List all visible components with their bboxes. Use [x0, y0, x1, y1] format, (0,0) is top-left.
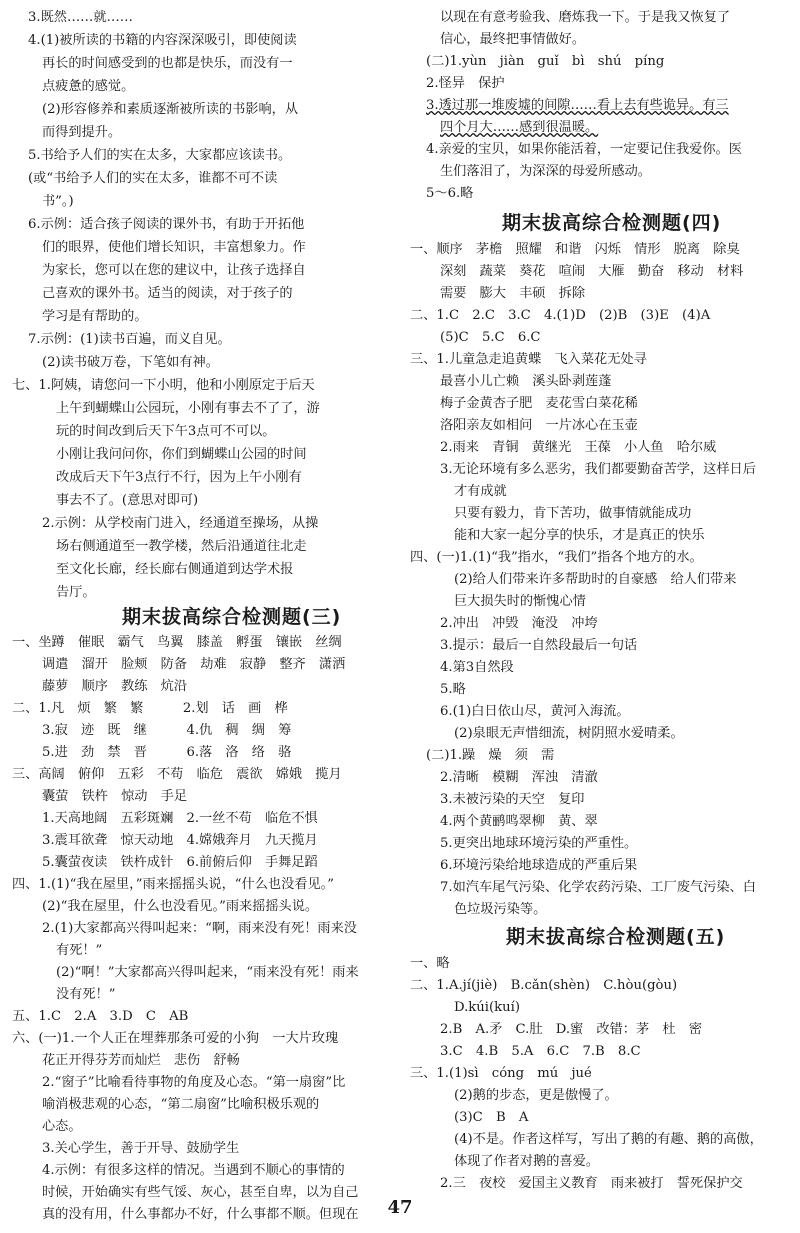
text-line: 一、顺序 茅檐 照耀 和谐 闪烁 情形 脱离 除臭 — [410, 242, 740, 257]
text-line: 2.“窗子”比喻看待事物的角度及心态。“第一扇窗”比 — [42, 1075, 346, 1090]
text-line: 调遣 溜开 脸颊 防备 劫难 寂静 整齐 潇洒 — [42, 657, 346, 672]
text-line: 4.亲爱的宝贝，如果你能活着，一定要记住我爱你。医 — [426, 142, 742, 157]
text-line: 5.进 劲 禁 晋 6.落 洛 络 骆 — [42, 745, 292, 760]
text-line: 3.提示：最后一自然段最后一句话 — [440, 638, 638, 653]
text-line: 改成后天下午3点行不行，因为上午小刚有 — [56, 470, 302, 485]
text-line: 5.书给予人们的实在太多，大家都应该读书。 — [28, 148, 292, 163]
text-line: 3.未被污染的天空 复印 — [440, 792, 585, 807]
text-line: 6.环境污染给地球造成的严重后果 — [440, 858, 638, 873]
text-line: (2)“啊！”大家都高兴得叫起来，“雨来没有死！雨来 — [56, 965, 359, 980]
text-line: 真的没有用，什么事都办不好，什么事都不顺。但现在 — [42, 1207, 359, 1222]
text-line: 而得到提升。 — [42, 125, 122, 140]
text-line: 学习是有帮助的。 — [42, 309, 148, 324]
text-line: 4.第3自然段 — [440, 660, 514, 675]
text-line: 一、坐蹲 催眠 霸气 鸟翼 膝盖 孵蛋 镶嵌 丝绸 — [12, 635, 342, 650]
text-line: 告厅。 — [56, 585, 96, 600]
text-line: 三、1.儿童急走追黄蝶 飞入菜花无处寻 — [410, 352, 647, 367]
text-line: 最喜小儿亡赖 溪头卧剥莲蓬 — [440, 374, 612, 389]
text-line: 时候，开始确实有些气馁、灰心，甚至自卑，以为自己 — [42, 1185, 359, 1200]
text-line: (2)给人们带来许多帮助时的自豪感 给人们带来 — [454, 572, 737, 587]
text-line: 2.怪异 保护 — [426, 76, 505, 91]
text-line: 洛阳亲友如相问 一片冰心在玉壶 — [440, 418, 638, 433]
text-line: 花正开得芬芳而灿烂 悲伤 舒畅 — [42, 1053, 240, 1068]
text-line: 喻消极悲观的心态，“第二扇窗”比喻积极乐观的 — [42, 1097, 320, 1112]
text-line: 五、1.C 2.A 3.D C AB — [12, 1009, 189, 1024]
text-line: 3.既然……就…… — [28, 10, 133, 25]
text-line: 5.略 — [440, 682, 466, 697]
text-line: 事去不了。(意思对即可) — [56, 493, 199, 508]
text-line: 2.雨来 青铜 黄继光 王葆 小人鱼 哈尔威 — [440, 440, 717, 455]
text-line: 小刚让我问问你，你们到蝴蝶山公园的时间 — [56, 447, 307, 462]
text-line: 七、1.阿姨，请您问一下小明，他和小刚原定于后天 — [12, 378, 315, 393]
text-line: 二、1.凡 烦 繁 繁 2.划 话 画 桦 — [12, 701, 288, 716]
text-line: 囊萤 铁杵 惊动 手足 — [42, 789, 188, 804]
text-line: 3.寂 迹 既 继 4.仇 稠 绸 筹 — [42, 723, 292, 738]
text-line: 才有成就 — [454, 484, 507, 499]
text-line: 7.示例：(1)读书百遍，而义自见。 — [28, 332, 231, 347]
text-line: 至文化长廊，经长廊右侧通道到达学术报 — [56, 562, 294, 577]
text-line: 3.关心学生，善于开导、鼓励学生 — [42, 1141, 240, 1156]
text-line: (2)读书破万卷，下笔如有神。 — [42, 355, 219, 370]
section-title: 期末拔高综合检测题(三) — [122, 606, 342, 628]
text-line: 2.B A.矛 C.肚 D.蜜 改错：茅 杜 密 — [440, 1022, 702, 1037]
text-line: (或“书给予人们的实在太多，谁都不可不读 — [28, 171, 278, 186]
text-line: 一、略 — [410, 956, 450, 971]
text-line: 7.如汽车尾气污染、化学农药污染、工厂废气污染、白 — [440, 880, 756, 895]
text-line: 己喜欢的课外书。适当的阅读，对于孩子的 — [42, 286, 293, 301]
text-line: 2.示例：从学校南门进入，经通道至操场，从操 — [42, 516, 319, 531]
text-line: 藤萝 顺序 教练 炕沿 — [42, 679, 188, 694]
text-line: 1.天高地阔 五彩斑斓 2.一丝不苟 临危不惧 — [42, 811, 318, 826]
text-line: (2)泉眼无声惜细流，树阴照水爱晴柔。 — [454, 726, 684, 741]
text-line: 书”。) — [42, 194, 74, 209]
text-line: 5.更突出地球环境污染的严重性。 — [440, 836, 638, 851]
text-line: 四个月大……感到很温暖。 — [440, 120, 599, 135]
section-title: 期末拔高综合检测题(四) — [502, 212, 722, 234]
text-line: 没有死！” — [56, 987, 116, 1002]
text-line: 只要有毅力，肯下苦功，做事情就能成功 — [454, 506, 692, 521]
text-line: 信心，最终把事情做好。 — [440, 32, 586, 47]
text-line: 能和大家一起分享的快乐，才是真正的快乐 — [454, 528, 705, 543]
text-line: 们的眼界，使他们增长知识，丰富想象力。作 — [42, 240, 306, 255]
text-line: 三、高阔 俯仰 五彩 不苟 临危 震欲 嫦娥 揽月 — [12, 767, 342, 782]
text-line: (二)1.yùn jiàn guǐ bì shú píng — [426, 54, 665, 69]
text-line: 玩的时间改到后天下午3点可不可以。 — [56, 424, 276, 439]
text-line: 3.C 4.B 5.A 6.C 7.B 8.C — [440, 1044, 641, 1059]
text-line: 深刻 蔬菜 葵花 喧闹 大雁 勤奋 移动 材料 — [440, 264, 744, 279]
text-line: 六、(一)1.一个人正在埋葬那条可爱的小狗 一大片玫瑰 — [12, 1031, 339, 1046]
text-line: 2.三 夜校 爱国主义教育 雨来被打 誓死保护交 — [440, 1176, 743, 1191]
text-line: 4.两个黄鹂鸣翠柳 黄、翠 — [440, 814, 598, 829]
section-title: 期末拔高综合检测题(五) — [506, 926, 726, 948]
page-number: 47 — [387, 1197, 413, 1218]
text-line: 四、(一)1.(1)“我”指水，“我们”指各个地方的水。 — [410, 550, 703, 565]
text-line: 心态。 — [42, 1119, 82, 1134]
text-line: 巨大损失时的惭愧心情 — [454, 594, 586, 609]
text-line: 6.示例：适合孩子阅读的课外书，有助于开拓他 — [28, 217, 305, 232]
text-line: 以现在有意考验我、磨炼我一下。于是我又恢复了 — [440, 10, 731, 25]
text-line: 场右侧通道至一教学楼，然后沿通道往北走 — [56, 539, 307, 554]
text-line: (3)C B A — [454, 1110, 529, 1125]
text-line: 3.透过那一堆废墟的间隙……看上去有些诡异。有三 — [426, 98, 729, 113]
text-line: 四、1.(1)“我在屋里，”雨来摇摇头说，“什么也没看见。” — [12, 877, 334, 892]
text-line: 二、1.A.jí(jiè) B.cǎn(shèn) C.hòu(gòu) — [410, 978, 678, 993]
text-line: 4.示例：有很多这样的情况。当遇到不顺心的事情的 — [42, 1163, 345, 1178]
text-line: D.kúi(kuí) — [454, 1000, 520, 1015]
text-line: (2)形容修养和素质逐渐被所读的书影响，从 — [42, 102, 299, 117]
text-line: 生们落泪了，为深深的母爱所感动。 — [440, 164, 651, 179]
text-line: 2.冲出 冲毁 淹没 冲垮 — [440, 616, 598, 631]
text-line: 5～6.略 — [426, 186, 474, 201]
text-line: 点疲惫的感觉。 — [42, 79, 135, 94]
text-line: 3.震耳欲聋 惊天动地 4.嫦娥奔月 九天揽月 — [42, 833, 318, 848]
text-line: 为家长，您可以在您的建议中，让孩子选择自 — [42, 263, 306, 278]
text-line: 2.(1)大家都高兴得叫起来：“啊，雨来没有死！雨来没 — [42, 921, 357, 936]
text-line: (二)1.躁 燥 须 需 — [426, 748, 555, 763]
text-line: 3.无论环境有多么恶劣，我们都要勤奋苦学，这样日后 — [440, 462, 756, 477]
text-line: 上午到蝴蝶山公园玩，小刚有事去不了了，游 — [56, 401, 320, 416]
text-line: (5)C 5.C 6.C — [440, 330, 541, 345]
text-line: 有死！” — [56, 943, 103, 958]
text-line: 色垃圾污染等。 — [454, 902, 547, 917]
text-line: 需要 膨大 丰硕 拆除 — [440, 286, 586, 301]
text-line: (2)鹅的步态，更是傲慢了。 — [454, 1088, 618, 1103]
text-line: 二、1.C 2.C 3.C 4.(1)D (2)B (3)E (4)A — [410, 308, 711, 323]
text-line: 三、1.(1)sì cóng mú jué — [410, 1066, 592, 1081]
text-line: 梅子金黄杏子肥 麦花雪白菜花稀 — [440, 396, 638, 411]
text-line: 2.清晰 模糊 浑浊 清澈 — [440, 770, 598, 785]
text-line: 6.(1)白日依山尽，黄河入海流。 — [440, 704, 630, 719]
text-line: (2)“我在屋里，什么也没看见。”雨来摇摇头说。 — [42, 899, 319, 914]
text-line: (4)不是。作者这样写，写出了鹅的有趣、鹅的高傲， — [454, 1132, 763, 1147]
text-line: 再长的时间感受到的也都是快乐，而没有一 — [42, 56, 293, 71]
text-line: 体现了作者对鹅的喜爱。 — [454, 1154, 600, 1169]
text-line: 4.(1)被所读的书籍的内容深深吸引，即使阅读 — [28, 33, 297, 48]
text-line: 5.囊萤夜读 铁杵成针 6.前俯后仰 手舞足蹈 — [42, 855, 318, 870]
